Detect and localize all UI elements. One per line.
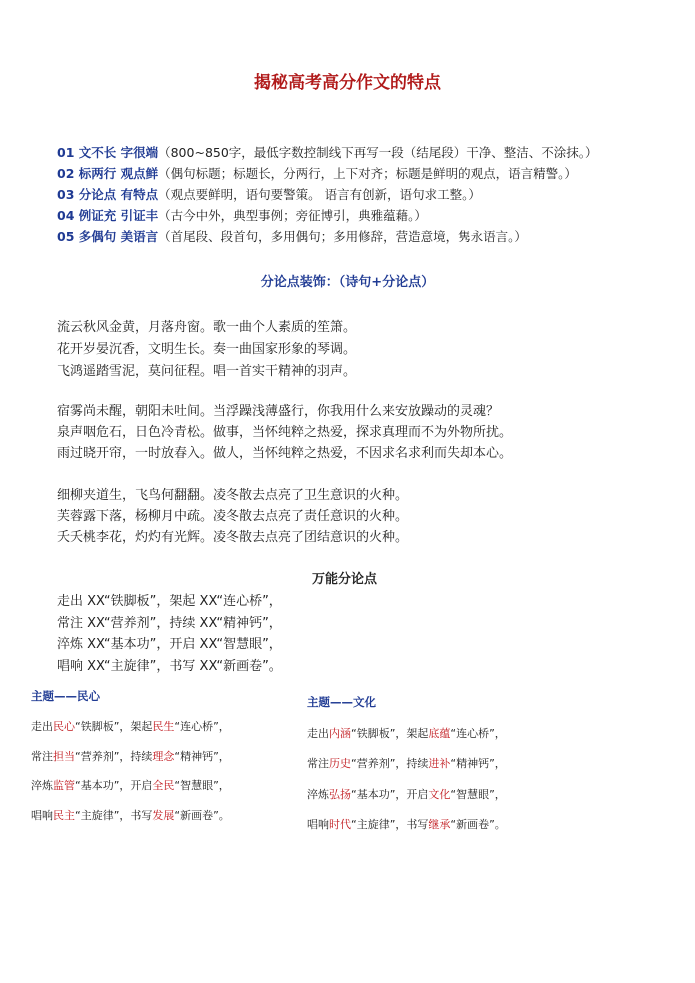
feature-desc: （800~850字，最低字数控制线下再写一段（结尾段）干净、整洁、不涂抹。） (158, 145, 598, 160)
poem-line: 飞鸿遥踏雪泥，莫问征程。唱一首实干精神的羽声。 (57, 364, 357, 379)
feature-label: 05 多偶句 美语言 (57, 229, 159, 244)
theme-right-line: 淬炼弘扬“基本功”，开启文化“智慧眼”， (307, 788, 506, 801)
feature-item (57, 227, 527, 247)
poem-line: 花开岁晏沉香，文明生长。奏一曲国家形象的琴调。 (57, 342, 357, 357)
poem-line: 夭夭桃李花，灼灼有光辉。凌冬散去点亮了团结意识的火种。 (57, 530, 409, 545)
universal-line: 走出 XX“铁脚板”，架起 XX“连心桥”， (57, 594, 282, 609)
theme-left-line: 走出民心“铁脚板”，架起民生“连心桥”， (31, 720, 230, 733)
poem-line: 细柳夹道生，飞鸟何翻翻。凌冬散去点亮了卫生意识的火种。 (57, 488, 409, 503)
feature-desc: （偶句标题；标题长，分两行，上下对齐；标题是鲜明的观点，语言精警。） (158, 166, 577, 181)
feature-desc: （首尾段、段首句，多用偶句；多用修辞，营造意境，隽永语言。） (158, 229, 527, 244)
theme-left-line: 唱响民主“主旋律”，书写发展“新画卷”。 (31, 809, 230, 822)
feature-label: 04 例证充 引证丰 (57, 208, 159, 223)
universal-heading: 万能分论点 (312, 572, 378, 587)
theme-right-line: 唱响时代“主旋律”，书写继承“新画卷”。 (307, 818, 506, 831)
feature-item (57, 164, 577, 184)
feature-item (57, 143, 598, 163)
feature-label: 01 文不长 字很端 (57, 145, 159, 160)
feature-label: 02 标两行 观点鲜 (57, 166, 159, 181)
poem-line: 芙蓉露下落，杨柳月中疏。凌冬散去点亮了责任意识的火种。 (57, 509, 409, 524)
poem-line: 泉声咽危石，日色冷青松。做事，当怀纯粹之热爱，探求真理而不为外物所扰。 (57, 425, 513, 440)
theme-right-line: 常注历史“营养剂”，持续进补“精神钙”， (307, 757, 506, 770)
universal-line: 淬炼 XX“基本功”，开启 XX“智慧眼”， (57, 637, 282, 652)
feature-desc: （观点要鲜明，语句要警策。 语言有创新，语句求工整。） (158, 187, 481, 202)
decoration-heading: 分论点装饰：（诗句+分论点） (260, 275, 435, 290)
theme-right-title: 主题——文化 (307, 695, 376, 709)
feature-item (57, 185, 481, 205)
feature-item (57, 206, 427, 226)
poem-line: 流云秋风金黄，月落舟窗。歌一曲个人素质的笙箫。 (57, 320, 357, 335)
theme-left-line: 淬炼监管“基本功”，开启全民“智慧眼”， (31, 779, 230, 792)
poem-line: 雨过晓开帘，一时放春入。做人，当怀纯粹之热爱，不因求名求利而失却本心。 (57, 446, 513, 461)
theme-right-line: 走出内涵“铁脚板”，架起底蕴“连心桥”， (307, 727, 506, 740)
poem-line: 宿雾尚未醒，朝阳未吐间。当浮躁浅薄盛行，你我用什么来安放躁动的灵魂？ (57, 404, 500, 419)
feature-desc: （古今中外，典型事例；旁征博引，典雅蕴藉。） (158, 208, 427, 223)
universal-line: 唱响 XX“主旋律”，书写 XX“新画卷”。 (57, 659, 282, 674)
theme-left-title: 主题——民心 (31, 689, 100, 703)
theme-left-line: 常注担当“营养剂”，持续理念“精神钙”， (31, 750, 230, 763)
universal-line: 常注 XX“营养剂”，持续 XX“精神钙”， (57, 616, 282, 631)
feature-label: 03 分论点 有特点 (57, 187, 159, 202)
page-title: 揭秘高考高分作文的特点 (254, 73, 441, 93)
